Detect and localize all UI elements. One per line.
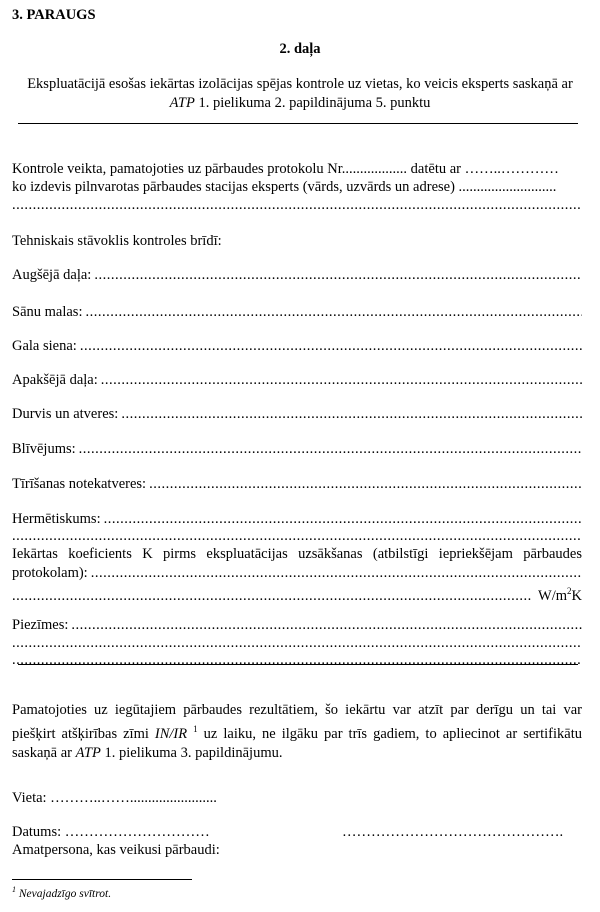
conclusion-line-1: Pamatojoties uz iegūtajiem pārbaudes rezultātiem, šo iekārtu var atzīt par derīgu un tai var xyxy=(12,702,582,718)
notes-line-1[interactable]: Piezīmes: ..... xyxy=(12,616,582,634)
unit-label: $W/m^2K$ xyxy=(538,586,582,604)
mark-code: IN/IR xyxy=(154,725,188,742)
coefficient-line-1: Iekārtas koeficients K pirms ekspluatācijas uzsākšanas (atbilstīgi iepriekšējam pārbaudes xyxy=(12,546,582,562)
intro-line-2 xyxy=(0,94,600,113)
fill-dots xyxy=(12,196,582,214)
coefficient-line-3[interactable] xyxy=(12,582,582,605)
footnote-divider xyxy=(12,879,192,880)
field-seal[interactable]: Blīvējums: ..... xyxy=(12,440,582,458)
section-title: 3. PARAUGS xyxy=(12,7,96,23)
intro-line-1: Ekspluatācijā esošas iekārtas izolācijas spējas kontrole uz vietas, ko veicis eksperts saskaņā ar xyxy=(27,76,573,92)
coefficient-line-2[interactable]: protokolam): ..... xyxy=(12,564,582,582)
conclusion xyxy=(12,701,582,763)
atp-ref: ATP xyxy=(169,95,195,111)
conclusion-line-2: piešķirt atšķirības zīmi IN/IR $^1$ uz laiku, ne ilgāku par trīs gadiem, to apliecinot ar sertifikātu xyxy=(12,724,582,742)
footnote: $^1$ Nevajadzīgo svītrot. xyxy=(12,885,112,900)
date-field[interactable]: Datums: ………………………… xyxy=(12,824,210,840)
notes-line-3[interactable] xyxy=(12,651,582,669)
field-sides[interactable]: Sānu malas: ..... xyxy=(12,303,582,321)
intro-line-2-text: 1. pielikuma 2. papildinājuma 5. punktu xyxy=(194,95,431,111)
field-airtightness-cont[interactable] xyxy=(12,527,582,545)
coefficient-block xyxy=(12,545,582,564)
field-lower-part[interactable]: Apakšējā daļa: ..... xyxy=(12,371,582,389)
field-end-wall[interactable]: Gala siena: ..... xyxy=(12,337,582,355)
state-heading: Tehniskais stāvoklis kontroles brīdī: xyxy=(12,233,222,249)
field-airtightness[interactable]: Hermētiskums: ..... xyxy=(12,510,582,528)
protocol-line-2: ko izdevis pilnvarotas pārbaudes stacijas eksperts (vārds, uzvārds un adrese) ........................... xyxy=(12,179,557,195)
header-divider xyxy=(18,123,578,124)
part-title: 2. daļa xyxy=(279,41,321,57)
protocol-line-1: Kontrole veikta, pamatojoties uz pārbaudes protokolu Nr.................. datētu ar ……..………… xyxy=(12,161,559,177)
place-field[interactable]: Vieta: ………..……........................ xyxy=(12,790,217,806)
notes-line-2[interactable] xyxy=(12,634,582,652)
signature-field[interactable]: ………………………………………. xyxy=(342,824,564,840)
field-doors[interactable]: Durvis un atveres: ..... xyxy=(12,405,582,423)
official-label: Amatpersona, kas veikusi pārbaudi: xyxy=(12,842,220,858)
protocol-line-3[interactable] xyxy=(12,196,582,214)
conclusion-line-3: saskaņā ar ATP 1. pielikuma 3. papildinājumu. xyxy=(12,744,283,761)
notes-divider xyxy=(18,664,578,665)
field-upper-part[interactable]: Augšējā daļa: ..... xyxy=(12,266,582,284)
field-drain-holes[interactable]: Tīrīšanas notekatveres: ..... xyxy=(12,475,582,493)
